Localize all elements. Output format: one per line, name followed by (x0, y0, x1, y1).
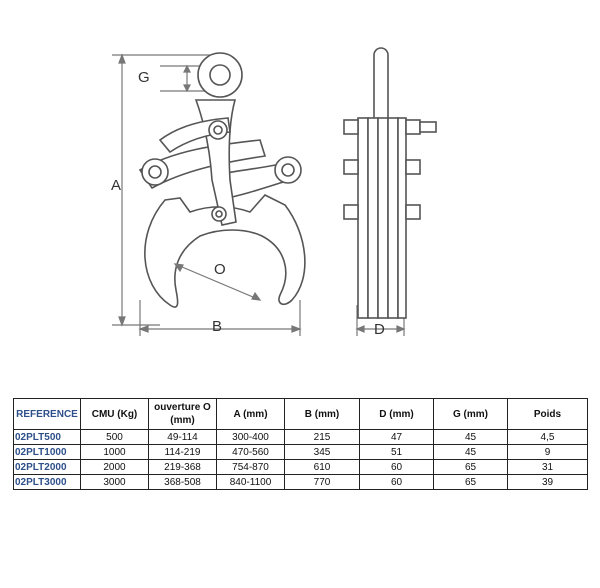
cell-g: 45 (434, 430, 508, 445)
cell-d: 60 (360, 475, 434, 490)
header-ouverture: ouverture O (mm) (149, 399, 217, 430)
cell-cmu: 3000 (81, 475, 149, 490)
cell-ouverture: 49-114 (149, 430, 217, 445)
table-row (14, 460, 588, 475)
cell-ouverture: 219-368 (149, 460, 217, 475)
cell-a: 470-560 (217, 445, 285, 460)
label-b: B (212, 318, 223, 335)
cell-b: 345 (285, 445, 360, 460)
label-d: D (374, 321, 385, 338)
cell-ouverture: 114-219 (149, 445, 217, 460)
cell-a: 300-400 (217, 430, 285, 445)
header-d: D (mm) (360, 399, 434, 430)
cell-cmu: 2000 (81, 460, 149, 475)
cell-b: 610 (285, 460, 360, 475)
cell-cmu: 1000 (81, 445, 149, 460)
cell-poids: 4,5 (508, 430, 588, 445)
header-poids: Poids (508, 399, 588, 430)
cell-ouverture: 368-508 (149, 475, 217, 490)
cell-reference: 02PLT3000 (14, 475, 81, 490)
cell-reference: 02PLT500 (14, 430, 81, 445)
label-g: G (138, 69, 150, 86)
cell-a: 840-1100 (217, 475, 285, 490)
cell-b: 770 (285, 475, 360, 490)
specifications-table (13, 398, 588, 490)
cell-poids: 9 (508, 445, 588, 460)
clamp-side-view (344, 48, 436, 318)
header-b: B (mm) (285, 399, 360, 430)
cell-reference: 02PLT2000 (14, 460, 81, 475)
cell-g: 65 (434, 460, 508, 475)
table-row (14, 475, 588, 490)
cell-reference: 02PLT1000 (14, 445, 81, 460)
cell-d: 60 (360, 460, 434, 475)
cell-poids: 31 (508, 460, 588, 475)
cell-a: 754-870 (217, 460, 285, 475)
cell-poids: 39 (508, 475, 588, 490)
cell-b: 215 (285, 430, 360, 445)
table-row (14, 445, 588, 460)
label-a: A (111, 177, 122, 194)
table-header-row (14, 399, 588, 430)
header-g: G (mm) (434, 399, 508, 430)
label-o: O (214, 261, 226, 278)
header-cmu: CMU (Kg) (81, 399, 149, 430)
cell-g: 65 (434, 475, 508, 490)
cell-d: 51 (360, 445, 434, 460)
cell-cmu: 500 (81, 430, 149, 445)
header-reference: REFERENCE (14, 399, 81, 430)
table-row (14, 430, 588, 445)
cell-d: 47 (360, 430, 434, 445)
header-a: A (mm) (217, 399, 285, 430)
cell-g: 45 (434, 445, 508, 460)
